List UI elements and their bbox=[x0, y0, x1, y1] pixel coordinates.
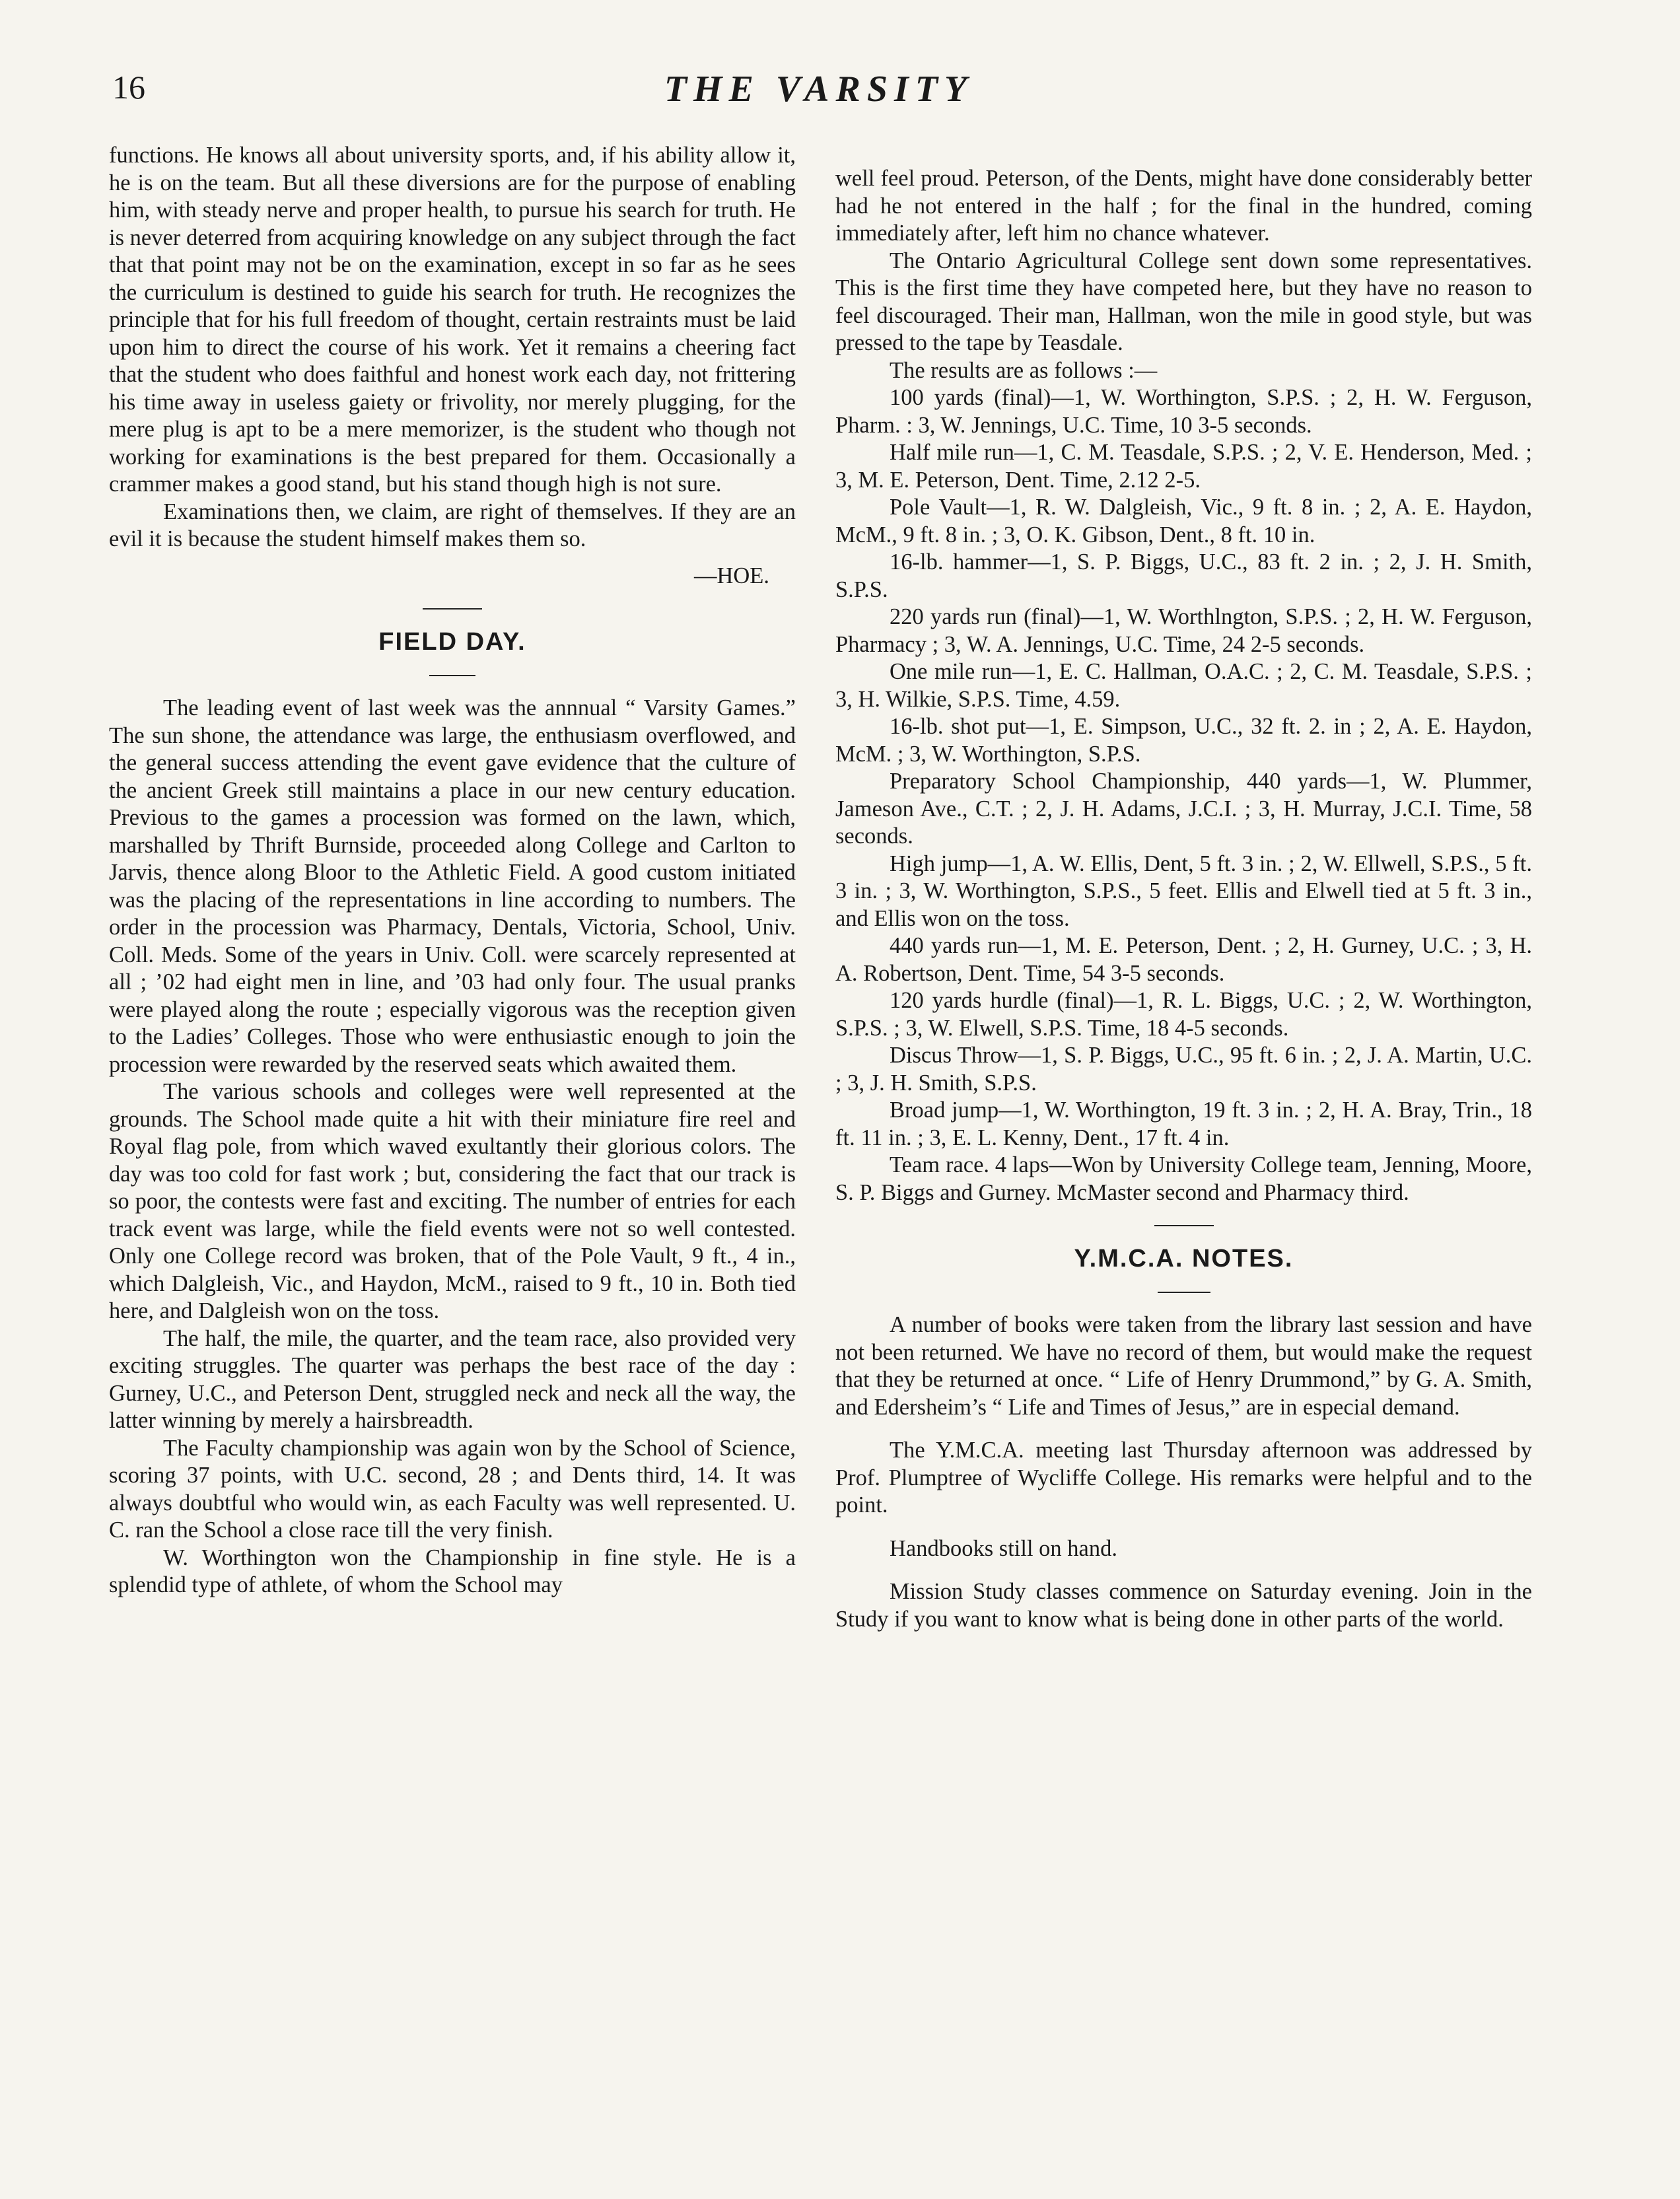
ymca-heading: Y.M.C.A. NOTES. bbox=[1074, 1245, 1294, 1273]
page-header bbox=[99, 63, 1539, 122]
field-day-paragraph: The leading event of last week was the annnual “ Varsity Games.” The sun shone, the attendance was large, the enthusiasm overflowed, and the general success attending the event gave evidence that the culture of the ancient Greek still maintains a place in our new century education. Previous to the games a procession was formed on the lawn, which, marshalled by Thrift Burnside, proceeded along College and Carlton to Jarvis, thence along Bloor to the Athletic Field. A good custom initiated was the placing of the representations in line according to numbers. The order in the procession was Pharmacy, Dentals, Victoria, School, Univ. Coll. Meds. Some of the years in Univ. Coll. were scarcely represented at all ; ’02 had eight men in line, and ’03 had only four. The usual pranks were played along the route ; especially vigorous was the reception given to the Ladies’ Colleges. Those who were enthusiastic enough to join the procession were rewarded by the reserved seats which awaited them. bbox=[109, 695, 796, 1077]
field-day-paragraph: well feel proud. Peterson, of the Dents, might have done considerably better had he not entered in the half ; for the final in the hundred, coming immediately after, left him no chance whatever. bbox=[835, 166, 1532, 246]
result-entry: 440 yards run—1, M. E. Peterson, Dent. ; 2, H. Gurney, U.C. ; 3, H. A. Robertson, Dent. Time, 54 3-5 seconds. bbox=[835, 933, 1532, 986]
field-day-paragraph: The results are as follows :— bbox=[890, 357, 1158, 383]
result-entry: Broad jump—1, W. Worthington, 19 ft. 3 in. ; 2, H. A. Bray, Trin., 18 ft. 11 in. ; 3, E. L. Kenny, Dent., 17 ft. 4 in. bbox=[835, 1098, 1532, 1150]
section-divider bbox=[1154, 1225, 1214, 1226]
field-day-heading: FIELD DAY. bbox=[378, 628, 526, 656]
section-divider bbox=[1158, 1292, 1210, 1293]
page-number: 16 bbox=[112, 69, 145, 106]
right-column bbox=[835, 165, 1532, 1633]
result-entry: Team race. 4 laps—Won by University College team, Jenning, Moore, S. P. Biggs and Gurney. McMaster second and Pharmacy third. bbox=[835, 1152, 1532, 1205]
result-entry: 120 yards hurdle (final)—1, R. L. Biggs, U.C. ; 2, W. Worthington, S.P.S. ; 3, W. Elwell, S.P.S. Time, 18 4-5 seconds. bbox=[835, 988, 1532, 1041]
result-entry: 220 yards run (final)—1, W. Worthlngton, S.P.S. ; 2, H. W. Ferguson, Pharmacy ; 3, W. A. Jennings, U.C. Time, 24 2-5 seconds. bbox=[835, 604, 1532, 657]
article-signature: —HOE. bbox=[693, 563, 769, 588]
result-entry: 16-lb. hammer—1, S. P. Biggs, U.C., 83 ft. 2 in. ; 2, J. H. Smith, S.P.S. bbox=[835, 549, 1532, 602]
ymca-paragraph: Mission Study classes commence on Saturday evening. Join in the Study if you want to know what is being done in other parts of the world. bbox=[835, 1579, 1532, 1632]
field-day-paragraph: The Faculty championship was again won by the School of Science, scoring 37 points, with U.C. second, 28 ; and Dents third, 14. It was always doubtful who would win, as each Faculty was well represented. U. C. ran the School a close race till the very finish. bbox=[109, 1435, 796, 1543]
result-entry: 100 yards (final)—1, W. Worthington, S.P.S. ; 2, H. W. Ferguson, Pharm. : 3, W. Jennings, U.C. Time, 10 3-5 seconds. bbox=[835, 385, 1532, 438]
masthead: THE VARSITY bbox=[664, 69, 974, 110]
field-day-paragraph: W. Worthington won the Championship in fine style. He is a splendid type of athlete, of whom the School may bbox=[109, 1545, 796, 1597]
ymca-paragraph: The Y.M.C.A. meeting last Thursday afternoon was addressed by Prof. Plumptree of Wycliffe College. His remarks were helpful and to the point. bbox=[835, 1438, 1532, 1518]
intro-paragraph: Examinations then, we claim, are right of themselves. If they are an evil it is because the student himself makes them so. bbox=[109, 499, 796, 551]
field-day-paragraph: The various schools and colleges were well represented at the grounds. The School made quite a hit with their miniature fire reel and Royal flag pole, from which waved exultantly their glorious colors. The day was too cold for fast work ; but, considering the fact that our track is so poor, the contests were fast and exciting. The number of entries for each track event was large, while the field events were not so well contested. Only one College record was broken, that of the Pole Vault, 9 ft., 4 in., which Dalgleish, Vic., and Haydon, McM., raised to 9 ft., 10 in. Both tied here, and Dalgleish won on the toss. bbox=[109, 1079, 796, 1323]
section-divider bbox=[429, 675, 475, 676]
left-column bbox=[109, 142, 796, 1599]
field-day-paragraph: The half, the mile, the quarter, and the team race, also provided very exciting struggles. The quarter was perhaps the best race of the day : Gurney, U.C., and Peterson Dent, struggled neck and neck all the way, the latter winning by merely a hairsbreadth. bbox=[109, 1325, 796, 1433]
intro-paragraph: functions. He knows all about university sports, and, if his ability allow it, he is on the team. But all these diversions are for the purpose of enabling him, with steady nerve and proper health, to pursue his search for truth. He is never deterred from acquiring knowledge on any subject through the fact that that point may not be on the examination, except in so far as he sees the curriculum is destined to guide his search for truth. He recognizes the principle that for his full freedom of thought, certain restraints must be laid upon him to direct the course of his work. Yet it remains a cheering fact that the student who does faithful and honest work each day, not frittering his time away in useless gaiety or frivolity, nor merely plugging, for the mere plug is apt to be a mere memorizer, is the student who though not working for examinations is the best prepared for them. Occasionally a crammer makes a good stand, but his stand though high is not sure. bbox=[109, 143, 796, 497]
result-entry: One mile run—1, E. C. Hallman, O.A.C. ; 2, C. M. Teasdale, S.P.S. ; 3, H. Wilkie, S.P.S. Time, 4.59. bbox=[835, 659, 1532, 712]
section-divider bbox=[423, 608, 482, 610]
ymca-paragraph: A number of books were taken from the library last session and have not been returned. We have no record of them, but would make the request that they be returned at once. “ Life of Henry Drummond,” by G. A. Smith, and Edersheim’s “ Life and Times of Jesus,” are in especial demand. bbox=[835, 1312, 1532, 1420]
result-entry: Discus Throw—1, S. P. Biggs, U.C., 95 ft. 6 in. ; 2, J. A. Martin, U.C. ; 3, J. H. Smith, S.P.S. bbox=[835, 1043, 1532, 1096]
result-entry: Preparatory School Championship, 440 yards—1, W. Plummer, Jameson Ave., C.T. ; 2, J. H. Adams, J.C.I. ; 3, H. Murray, J.C.I. Time, 58 seconds. bbox=[835, 769, 1532, 849]
result-entry: Half mile run—1, C. M. Teasdale, S.P.S. ; 2, V. E. Henderson, Med. ; 3, M. E. Peterson, Dent. Time, 2.12 2-5. bbox=[835, 440, 1532, 493]
result-entry: Pole Vault—1, R. W. Dalgleish, Vic., 9 ft. 8 in. ; 2, A. E. Haydon, McM., 9 ft. 8 in. ; 3, O. K. Gibson, Dent., 8 ft. 10 in. bbox=[835, 495, 1532, 547]
field-day-paragraph: The Ontario Agricultural College sent down some representatives. This is the first time they have competed here, but they have no reason to feel discouraged. Their man, Hallman, won the mile in good style, but was pressed to the tape by Teasdale. bbox=[835, 248, 1532, 355]
ymca-paragraph: Handbooks still on hand. bbox=[890, 1535, 1117, 1561]
result-entry: 16-lb. shot put—1, E. Simpson, U.C., 32 ft. 2. in ; 2, A. E. Haydon, McM. ; 3, W. Worthington, S.P.S. bbox=[835, 714, 1532, 767]
result-entry: High jump—1, A. W. Ellis, Dent, 5 ft. 3 in. ; 2, W. Ellwell, S.P.S., 5 ft. 3 in. ; 3, W. Worthington, S.P.S., 5 feet. Ellis and Elwell tied at 5 ft. 3 in., and Ellis won on the toss. bbox=[835, 851, 1532, 931]
